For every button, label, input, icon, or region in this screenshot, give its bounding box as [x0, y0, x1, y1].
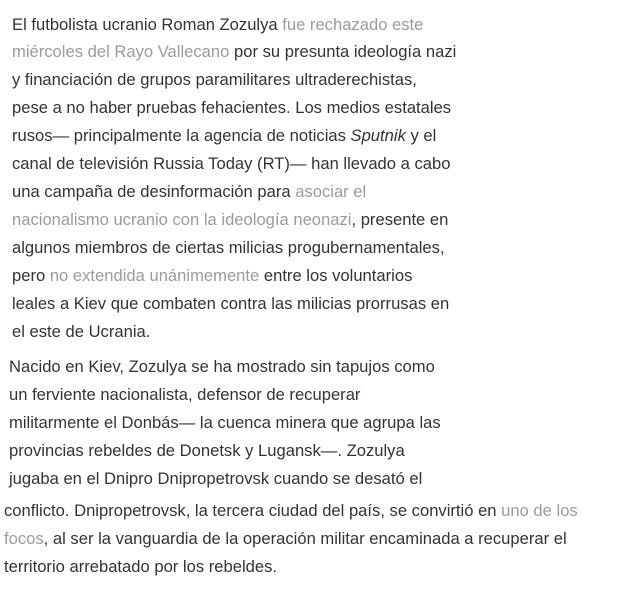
link-uno-de-los-focos[interactable]: focos — [4, 529, 44, 548]
text-line — [4, 529, 567, 549]
text-run: y el — [405, 126, 437, 145]
text-line — [12, 15, 423, 35]
text-run: una campaña de desinformación para — [12, 182, 296, 201]
link-uno-de-los-focos[interactable]: uno de los — [501, 501, 578, 520]
text-line: Nacido en Kiev, Zozulya se ha mostrado sin tapujos como — [9, 357, 435, 376]
text-line: territorio arrebatado por los rebeldes. — [4, 557, 278, 576]
link-rechazado[interactable]: fue rechazado este — [282, 15, 424, 34]
text-line — [12, 182, 366, 202]
text-run: El futbolista ucranio Roman Zozulya — [12, 15, 283, 34]
text-line: un ferviente nacionalista, defensor de recuperar — [9, 385, 361, 404]
text-line: leales a Kiev que combaten contra las milicias prorrusas en — [12, 294, 450, 313]
text-line — [4, 501, 578, 521]
text-line — [12, 126, 436, 146]
text-line — [12, 210, 448, 230]
text-line: militarmente el Donbás— la cuenca minera que agrupa las — [9, 413, 441, 432]
text-line — [12, 42, 456, 62]
text-run: rusos— principalmente la agencia de noticias — [12, 126, 351, 145]
text-line — [12, 266, 412, 286]
text-line: pese a no haber pruebas fehacientes. Los medios estatales — [12, 98, 452, 117]
text-line: y financiación de grupos paramilitares ultraderechistas, — [12, 70, 417, 89]
text-line: canal de televisión Russia Today (RT)— han llevado a cabo — [12, 154, 451, 173]
text-run: , al ser la vanguardia de la operación militar encaminada a recuperar el — [43, 529, 567, 548]
text-line: algunos miembros de ciertas milicias progubernamentales, — [12, 238, 445, 257]
link-asociar-nacionalismo[interactable]: nacionalismo ucranio con la ideología neonazi — [12, 210, 352, 229]
text-run: conflicto. Dnipropetrovsk, la tercera ciudad del país, se convirtió en — [4, 501, 502, 520]
text-line: el este de Ucrania. — [12, 322, 151, 341]
text-run: por su presunta ideología nazi — [229, 42, 457, 61]
link-asociar-nacionalismo[interactable]: asociar el — [295, 182, 367, 201]
text-line: jugaba en el Dnipro Dnipropetrovsk cuando se desató el — [9, 469, 423, 488]
link-rechazado[interactable]: miércoles del Rayo Vallecano — [12, 42, 230, 61]
sputnik-emphasis: Sputnik — [350, 126, 406, 145]
text-line: provincias rebeldes de Donetsk y Lugansk—. Zozulya — [9, 441, 405, 460]
text-run: pero — [12, 266, 50, 285]
text-run: , presente en — [351, 210, 449, 229]
link-no-extendida[interactable]: no extendida unánimemente — [49, 266, 260, 285]
text-run: entre los voluntarios — [259, 266, 413, 285]
